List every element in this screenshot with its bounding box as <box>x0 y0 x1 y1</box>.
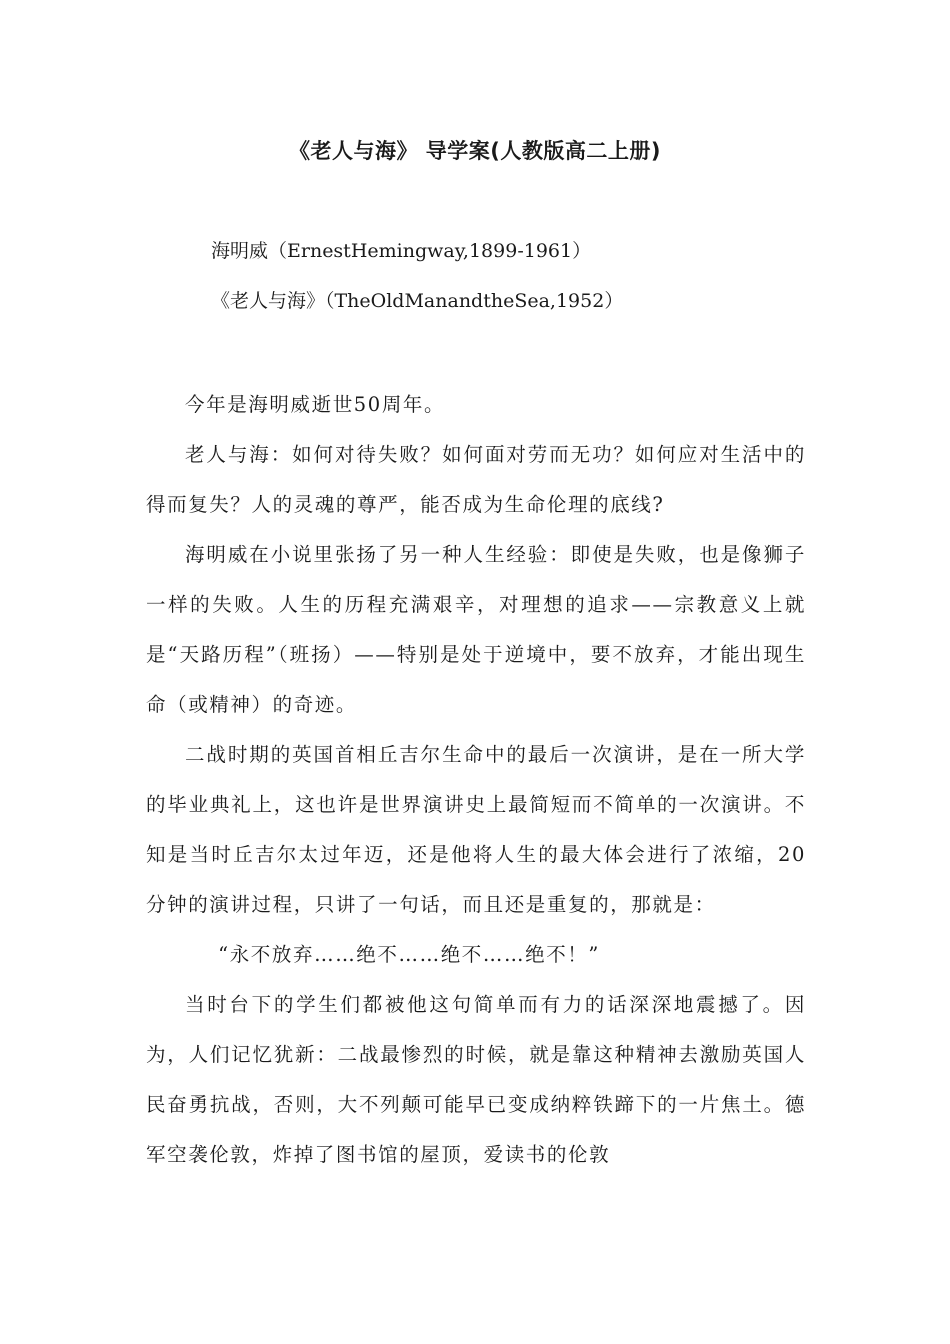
paragraph: 今年是海明威逝世50周年。 <box>185 393 446 416</box>
paragraph: 老人与海：如何对待失败？如何面对劳而无功？如何应对生活中的得而复失？人的灵魂的尊严，能否成为生命伦理的底线? <box>146 443 806 516</box>
paragraph: 当时台下的学生们都被他这句简单而有力的话深深地震撼了。因为，人们记忆犹新：二战最惨烈的时候，就是靠这种精神去激励英国人民奋勇抗战，否则，大不列颠可能早已变成纳粹铁蹄下的一片焦土。德军空袭伦敦，炸掉了图书馆的屋顶，爱读书的伦敦 <box>146 993 806 1166</box>
quote-paragraph: “永不放弃……绝不……绝不……绝不！” <box>218 943 600 966</box>
work-line: 《老人与海》（TheOldManandtheSea,1952） <box>211 290 624 312</box>
document-body <box>146 380 806 1180</box>
paragraph: 二战时期的英国首相丘吉尔生命中的最后一次演讲，是在一所大学的毕业典礼上，这也许是世界演讲史上最简短而不简单的一次演讲。不知是当时丘吉尔太过年迈，还是他将人生的最大体会进行了浓缩，20分钟的演讲过程，只讲了一句话，而且还是重复的，那就是： <box>146 743 806 916</box>
paragraph: 海明威在小说里张扬了另一种人生经验：即使是失败，也是像狮子一样的失败。人生的历程充满艰辛，对理想的追求——宗教意义上就是“天路历程”（班扬）——特别是处于逆境中，要不放弃，才能出现生命（或精神）的奇迹。 <box>146 543 806 716</box>
document-title: 《老人与海》 导学案(人教版高二上册) <box>288 139 661 163</box>
author-line: 海明威（ErnestHemingway,1899-1961） <box>211 240 592 262</box>
